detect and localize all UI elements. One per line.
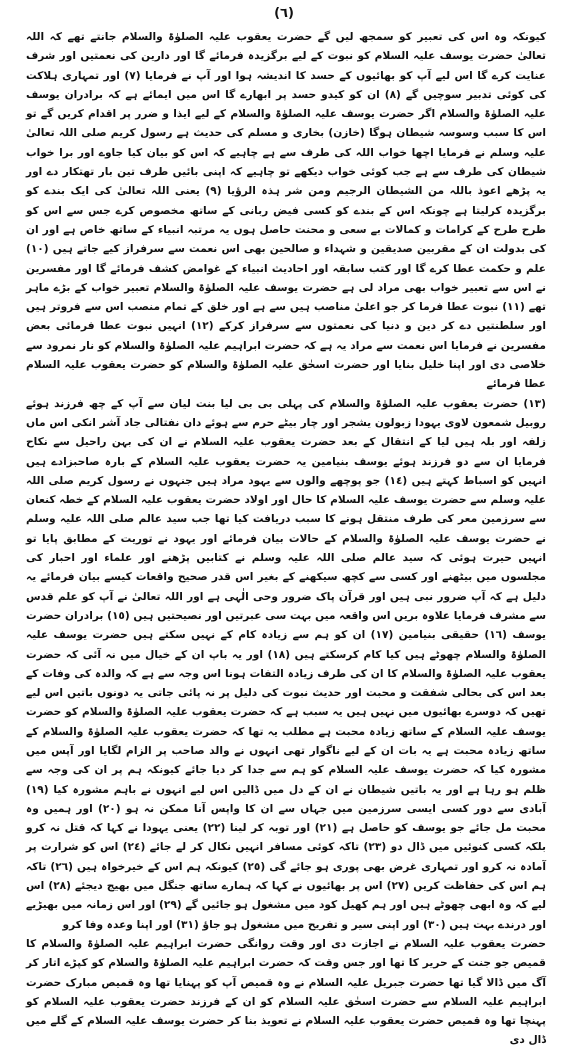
paragraph: (١٣) حضرت یعقوب علیہ الصلوٰۃ والسلام کی پہلی بی بی لیا بنت لیان سے آپ کے چھ فرزند ہوئے روبیل شمعون لاوی یہودا زبولون یشجر اور چار بیٹے حرم سے ہوئے دان نفتالی جاد آشر انکی اس ماں زلفہ اور بلہ ہیں لیا کے انتقال کے بعد حضرت یعقوب علیہ السلام نے ان کی بہن راحیل سے نکاح فرمایا ان سے دو فرزند ہوئے یوسف بنیامین یہ حضرت یعقوب علیہ السلام کے بارہ صاحبزادے ہیں انہیں کو اسباط کہتے ہیں (١٤) جو پوچھے والوں سے یہود مراد ہیں جنہوں نے رسول کریم صلی اللہ علیہ وسلم سے حضرت یوسف علیہ السلام کا حال اور اولاد حضرت یعقوب علیہ السلام کے خطہ کنعان سے سرزمین معر کی طرف منتقل ہونے کا سبب دریافت کیا تھا جب سید عالم صلی اللہ علیہ وسلم نے حضرت یوسف علیہ الصلوٰۃ والسلام کے حالات بیان فرمائے اور یہود نے توریت کے مطابق پایا تو انہیں حیرت ہوئی کہ سید عالم صلی اللہ علیہ وسلم نے کتابیں پڑھنے اور علماء اور احبار کی مجلسوں میں بیٹھنے اور کسی سے کچھ سیکھنے کے بغیر اس قدر صحیح واقعات کیسے بیان فرمائے یہ دلیل ہے کہ آپ ضرور نبی ہیں اور قرآن پاک ضرور وحی الٰہی ہے اور اللہ تعالیٰ نے آپ کو علم قدس سے مشرف فرمایا علاوہ بریں اس واقعہ میں بہت سی عبرتیں اور نصیحتیں ہیں (١٥) برادران حضرت یوسف (١٦) حقیقی بنیامین (١٧) ان کو ہم سے زیادہ کام کے نہیں سکتے ہیں حضرت یوسف علیہ الصلوٰۃ والسلام چھوٹے ہیں کیا کام کرسکتے ہیں (١٨) اور یہ باپ ان کے خیال میں نہ آئی کہ حضرت یعقوب علیہ الصلوٰۃ والسلام کا ان کی طرف زیادہ التفات ہونا اس وجہ سے ہے کہ والدہ کی وفات کے بعد اس کی بحالی شفقت و محبت اور حدیث نبوت کی دلیل پر نہ پائی جاتی یہ دونوں باتیں اس لیے تھیں کہ دوسرے بھائیوں میں نہیں ہیں یہ سبب ہے کہ حضرت یعقوب علیہ الصلوٰۃ والسلام کو حضرت یوسف علیہ السلام کے ساتھ زیادہ محبت ہے مطلب یہ تھا کہ حضرت یعقوب علیہ الصلوٰۃ والسلام کے ساتھ زیادہ محبت ہے یہ بات ان کے لیے ناگوار تھی انہوں نے والد صاحب پر الزام لگایا اور آپس میں مشورہ کیا کہ حضرت یوسف علیہ السلام کو ہم سے جدا کر دیا جائے کیونکہ ہم پر ان کی وجہ سے ظلم ہو رہا ہے اور یہ باتیں شیطان نے ان کے دل میں ڈالیں اس لیے انہوں نے باہم مشورہ کیا (١٩) آبادی سے دور کسی ایسی سرزمین میں جہاں سے ان کا واپس آنا ممکن نہ ہو (٢٠) اور ہمیں وہ محبت مل جائے جو یوسف کو حاصل ہے (٢١) اور توبہ کر لینا (٢٢) یعنی یہودا نے کہا کہ قتل نہ کرو بلکہ کسی کنوئیں میں ڈال دو (٢٣) تاکہ کوئی مسافر انہیں نکال کر لے جائے (٢٤) اس کو شرارت پر آمادہ نہ کرو اور تمہاری غرض بھی پوری ہو جائے گی (٢٥) کیونکہ ہم اس کے خیرخواہ ہیں (٢٦) تاکہ ہم اس کی حفاظت کریں (٢٧) اس پر بھائیوں نے کہا کہ ہمارے ساتھ جنگل میں بھیج دیجئے (٢٨) اس لیے کہ وہ ابھی چھوٹے ہیں اور ہم کھیل کود میں مشغول ہو جائیں گے (٢٩) اور اس زمانہ میں بھیڑیے اور درندے بہت ہیں (٣٠) اور اپنی سیر و تفریح میں مشغول ہو جاؤ (٣١) اور اپنا وعدہ وفا کرو [26, 397, 547, 931]
paragraph: کیونکہ وہ اس کی تعبیر کو سمجھ لیں گے حضرت یعقوب علیہ الصلوٰۃ والسلام جانتے تھے کہ اللہ تعالیٰ حضرت یوسف علیہ السلام کو نبوت کے لیے برگزیدہ فرمائے گا اور دارین کی نعمتیں اور شرف عنایت کرے گا اس لیے آپ کو بھائیوں کے حسد کا اندیشہ ہوا اور آپ نے فرمایا (٧) اور تمہاری ہلاکت کی کوئی تدبیر سوچیں گے (٨) ان کو کیدو حسد پر ابھارے گا اس میں ایمائے ہے کہ برادران یوسف علیہ الصلوٰۃ والسلام اگر حضرت یوسف علیہ الصلوٰۃ والسلام کے لیے ایذا و ضرر پر اقدام کریں گے تو اس کا سبب وسوسہ شیطان ہوگا (خازن) بخاری و مسلم کی حدیث ہے رسول کریم صلی اللہ تعالیٰ علیہ وسلم نے فرمایا اچھا خواب اللہ کی طرف سے ہے چاہیے کہ اس کو بیان کیا جاوے اور برا خواب شیطان کی طرف سے ہے جب کوئی خواب دیکھے تو چاہیے کہ اپنی بائیں طرف تین بار تھتکار دے اور یہ پڑھے اعوذ باللہ من الشیطان الرجیم ومن شر ہذہ الرؤیا (٩) یعنی اللہ تعالیٰ کی ایک بندے کو برگزیدہ کرلیتا ہے چونکہ اس کے بندے کو کسی فیض ربانی کے ساتھ مخصوص کرے جس سے اس کو طرح طرح کے کرامات و کمالات بے سعی و محنت حاصل ہوں یہ مرتبہ انبیاء کے ساتھ خاص ہے اور ان کی بدولت ان کے مقربین صدیقین و شہداء و صالحین بھی اس نعمت سے سرفراز کیے جاتے ہیں (١٠) علم و حکمت عطا کرے گا اور کتب سابقہ اور احادیث انبیاء کے غوامض کشف فرمائے گا اور مفسرین نے اس سے تعبیر خواب بھی مراد لی ہے حضرت یوسف علیہ الصلوٰۃ والسلام تعبیر خواب کے بڑے ماہر تھے (١١) نبوت عطا فرما کر جو اعلیٰ مناصب ہیں سے ہے اور خلق کے تمام منصب اس سے فروتر ہیں اور سلطنتیں دے کر دین و دنیا کی نعمتوں سے سرفراز کرکے (١٢) انہیں نبوت عطا فرمائی بعض مفسرین نے فرمایا اس نعمت سے مراد یہ ہے کہ حضرت ابراہیم علیہ الصلوٰۃ والسلام کو نار نمرود سے خلاصی دی اور اپنا خلیل بنایا اور حضرت اسحٰق علیہ الصلوٰۃ والسلام کو حضرت یعقوب علیہ السلام عطا فرمائے [26, 31, 547, 391]
page-number: (٦) [274, 6, 294, 21]
body-text [26, 28, 547, 1047]
paragraph: حضرت یعقوب علیہ السلام نے اجازت دی اور وقت روانگی حضرت ابراہیم علیہ الصلوٰۃ والسلام کا قمیص جو جنت کے حریر کا تھا اور جس وقت کہ حضرت ابراہیم علیہ الصلوٰۃ والسلام کو کپڑے اتار کر آگ میں ڈالا گیا تھا حضرت جبریل علیہ السلام نے وہ قمیص آپ کو پہنایا تھا وہ قمیص مبارک حضرت ابراہیم علیہ السلام سے حضرت اسحٰق علیہ السلام کو ان کے فرزند حضرت یعقوب علیہ السلام کو پہنچا تھا وہ قمیص حضرت یعقوب علیہ السلام نے تعویذ بنا کر حضرت یوسف علیہ السلام کے گلے میں ڈال دی [26, 937, 546, 1047]
